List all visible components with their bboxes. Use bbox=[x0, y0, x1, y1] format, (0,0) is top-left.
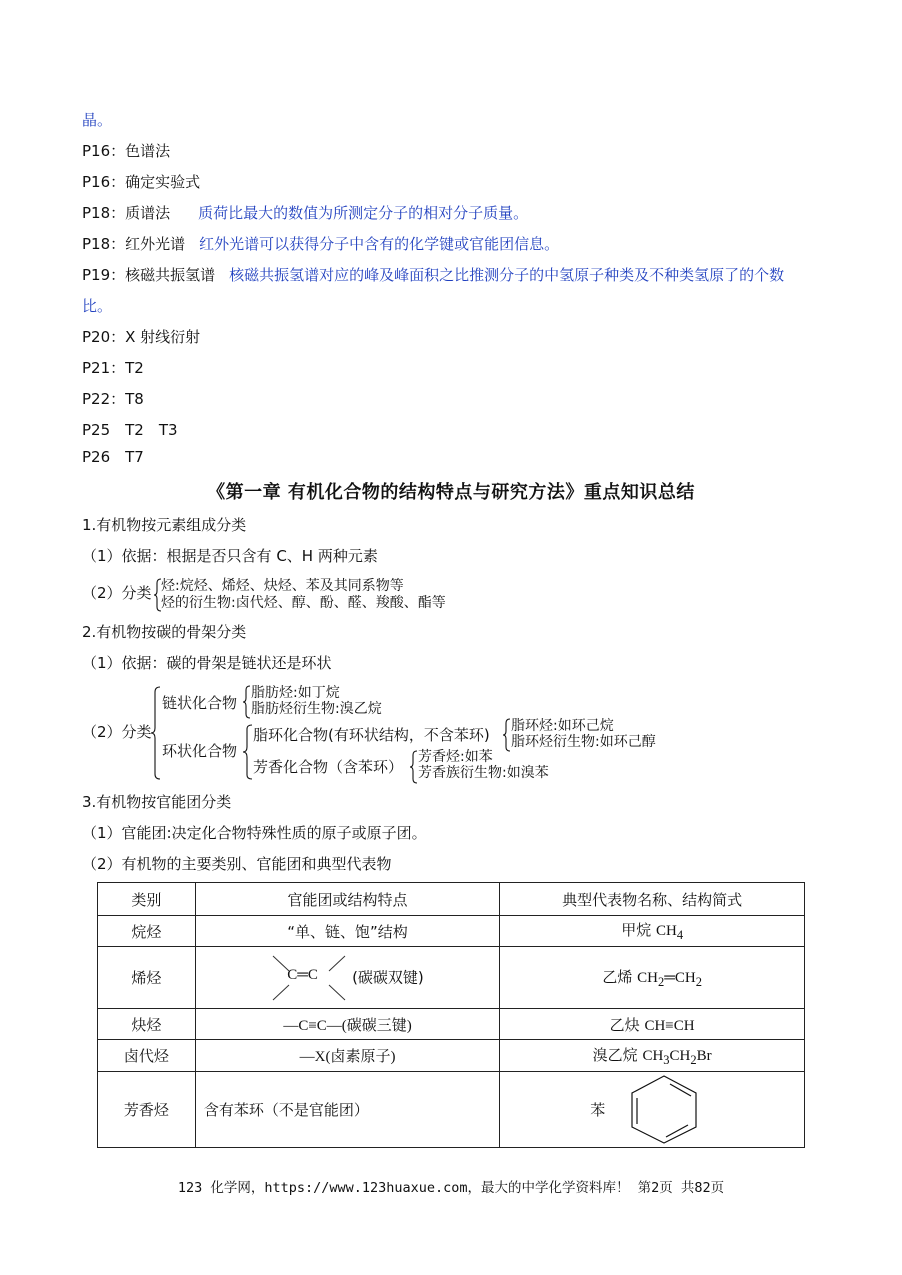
chain-brace bbox=[243, 685, 251, 719]
alicyclic-item-1: 脂环烃:如环己烷 bbox=[511, 718, 614, 734]
section1-heading: 1.有机物按元素组成分类 bbox=[82, 516, 247, 534]
intro-line-3: P16：确定实验式 bbox=[82, 173, 201, 191]
intro-note-5: 红外光谱可以获得分子中含有的化学键或官能团信息。 bbox=[199, 235, 560, 253]
page-footer: 123 化学网，https://www.123huaxue.com，最大的中学化学资料库！ 第2页 共82页 bbox=[177, 1180, 725, 1196]
section1-class-label: （2）分类 bbox=[82, 584, 152, 602]
table-header-cell: 典型代表物名称、结构简式 bbox=[500, 883, 805, 916]
alicyclic-item-2: 脂环烃衍生物:如环己醇 bbox=[511, 734, 656, 750]
table-row bbox=[98, 947, 805, 1009]
category-cell: 烷烃 bbox=[98, 916, 196, 947]
alicyclic-label: 脂环化合物(有环状结构，不含苯环) bbox=[253, 726, 490, 744]
table-row bbox=[98, 1009, 805, 1040]
chain-item-1: 脂肪烃:如丁烷 bbox=[251, 685, 340, 701]
intro-line-9: P21：T2 bbox=[82, 359, 144, 377]
benzene-ring-icon bbox=[624, 1075, 704, 1145]
group-cell: “单、链、饱”结构 bbox=[195, 916, 499, 947]
section2-basis: （1）依据：碳的骨架是链状还是环状 bbox=[82, 654, 332, 672]
section1-basis: （1）依据：根据是否只含有 C、H 两种元素 bbox=[82, 547, 378, 565]
section2-class-label: （2）分类 bbox=[82, 723, 152, 741]
table-header-cell: 类别 bbox=[98, 883, 196, 916]
section1-item-1: 烃:烷烃、烯烃、炔烃、苯及其同系物等 bbox=[161, 578, 404, 594]
chain-item-2: 脂肪烃衍生物:溴乙烷 bbox=[251, 701, 382, 717]
intro-line-6: P19：核磁共振氢谱 核磁共振氢谱对应的峰及峰面积之比推测分子的中氢原子种类及不种类氢原了的个数 bbox=[82, 266, 785, 284]
alicyclic-brace bbox=[503, 718, 511, 752]
table-header-cell: 官能团或结构特点 bbox=[195, 883, 499, 916]
intro-note-6: 核磁共振氢谱对应的峰及峰面积之比推测分子的中氢原子种类及不种类氢原了的个数 bbox=[229, 266, 785, 284]
table-row bbox=[98, 916, 805, 947]
representative-cell: 甲烷 $CH_4$ bbox=[500, 916, 805, 947]
section3-def: （1）官能团:决定化合物特殊性质的原子或原子团。 bbox=[82, 824, 427, 842]
chapter-title: 《第一章 有机化合物的结构特点与研究方法》重点知识总结 bbox=[207, 482, 695, 503]
intro-line-8: P20：X 射线衍射 bbox=[82, 328, 201, 346]
intro-line-7: 比。 bbox=[82, 297, 113, 315]
section3-sub: （2）有机物的主要类别、官能团和典型代表物 bbox=[82, 855, 392, 873]
intro-note-4: 质荷比最大的数值为所测定分子的相对分子质量。 bbox=[198, 204, 529, 222]
intro-line-4: P18：质谱法 质荷比最大的数值为所测定分子的相对分子质量。 bbox=[82, 204, 529, 222]
category-cell: 烯烃 bbox=[98, 947, 196, 1009]
group-cell: —C≡C—(碳碳三键) bbox=[195, 1009, 499, 1040]
section2-heading: 2.有机物按碳的骨架分类 bbox=[82, 623, 247, 641]
chain-label: 链状化合物 bbox=[162, 694, 238, 712]
double-bond-structure: C═C bbox=[271, 953, 347, 1003]
aromatic-brace bbox=[410, 750, 418, 784]
representative-cell: 乙炔 CH≡CH bbox=[500, 1009, 805, 1040]
ring-brace bbox=[243, 724, 253, 780]
section3-heading: 3.有机物按官能团分类 bbox=[82, 793, 232, 811]
group-cell: C═C (碳碳双键) bbox=[195, 947, 499, 1009]
table-header-row bbox=[98, 883, 805, 916]
table-row bbox=[98, 1040, 805, 1072]
functional-group-table bbox=[97, 882, 805, 1148]
intro-line-12: P26 T7 bbox=[82, 448, 144, 466]
category-cell: 卤代烃 bbox=[98, 1040, 196, 1072]
intro-line-2: P16：色谱法 bbox=[82, 142, 171, 160]
representative-cell: 乙烯 $CH_2═CH_2$ bbox=[500, 947, 805, 1009]
group-cell: —X(卤素原子) bbox=[195, 1040, 499, 1072]
category-cell: 炔烃 bbox=[98, 1009, 196, 1040]
intro-line-11: P25 T2 T3 bbox=[82, 421, 178, 439]
intro-line-1: 晶。 bbox=[82, 111, 113, 129]
aromatic-item-1: 芳香烃:如苯 bbox=[418, 749, 493, 765]
group-cell: 含有苯环（不是官能团） bbox=[195, 1072, 499, 1148]
ring-label: 环状化合物 bbox=[162, 742, 238, 760]
intro-line-10: P22：T8 bbox=[82, 390, 144, 408]
section1-item-2: 烃的衍生物:卤代烃、醇、酚、醛、羧酸、酯等 bbox=[161, 595, 446, 611]
aromatic-item-2: 芳香族衍生物:如溴苯 bbox=[418, 765, 549, 781]
representative-cell: 溴乙烷 $CH_3CH_2Br$ bbox=[500, 1040, 805, 1072]
table-row bbox=[98, 1072, 805, 1148]
aromatic-label: 芳香化合物（含苯环） bbox=[253, 758, 404, 776]
section2-main-brace bbox=[151, 686, 161, 780]
representative-cell: 苯 bbox=[500, 1072, 805, 1148]
category-cell: 芳香烃 bbox=[98, 1072, 196, 1148]
intro-line-5: P18：红外光谱 红外光谱可以获得分子中含有的化学键或官能团信息。 bbox=[82, 235, 560, 253]
